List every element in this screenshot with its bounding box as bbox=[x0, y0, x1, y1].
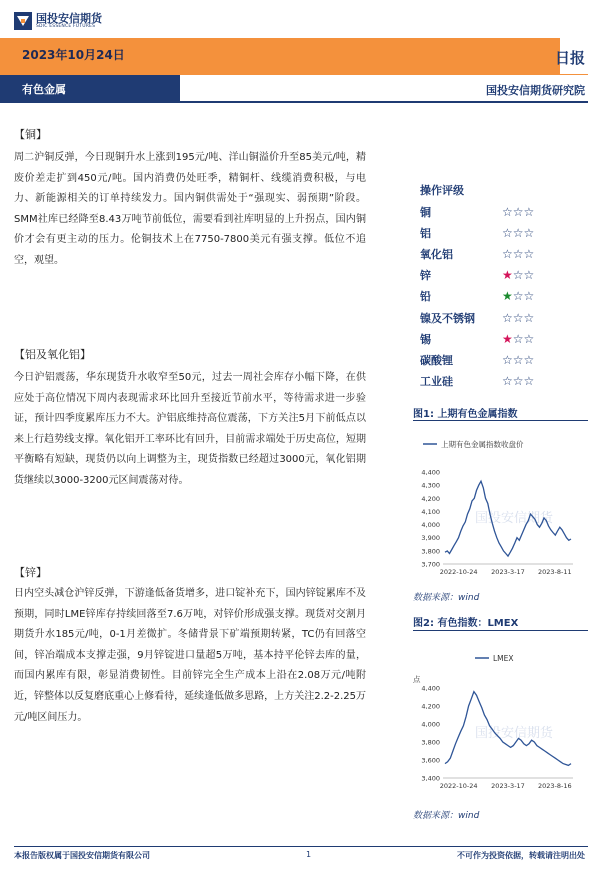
footer-rule bbox=[14, 846, 588, 847]
empty-star-icon: ☆ bbox=[502, 246, 513, 261]
x-tick-label: 2023-3-17 bbox=[491, 782, 525, 790]
footer-disclaimer: 不可作为投资依据，转载请注明出处 bbox=[457, 851, 585, 860]
empty-star-icon: ☆ bbox=[512, 246, 524, 261]
empty-star-icon: ☆ bbox=[512, 331, 524, 346]
rating-metal-name: 锌 bbox=[420, 269, 431, 283]
x-tick-label: 2022-10-24 bbox=[439, 568, 478, 576]
rating-row bbox=[420, 265, 590, 286]
watermark-text: 国投安信期货 bbox=[474, 726, 554, 741]
empty-star-icon: ☆ bbox=[523, 374, 535, 389]
y-tick-label: 3,900 bbox=[421, 534, 440, 543]
report-date: 2023年10月24日 bbox=[22, 48, 125, 62]
rating-row bbox=[420, 201, 590, 222]
empty-star-icon: ☆ bbox=[523, 331, 535, 346]
figure2-rule bbox=[413, 630, 588, 631]
empty-star-icon: ☆ bbox=[523, 204, 535, 219]
company-logo bbox=[14, 9, 102, 33]
rating-metal-name: 铝 bbox=[420, 226, 431, 240]
logo-subtext: SDIC ESSENCE FUTURES bbox=[36, 24, 96, 29]
x-tick-label: 2023-8-11 bbox=[537, 568, 572, 576]
rating-metal-name: 铜 bbox=[420, 205, 431, 219]
figure2-chart bbox=[413, 640, 588, 800]
y-tick-label: 4,400 bbox=[421, 468, 440, 477]
rating-row bbox=[420, 243, 590, 264]
y-tick-label: 4,300 bbox=[421, 481, 440, 490]
empty-star-icon: ☆ bbox=[502, 204, 513, 219]
empty-star-icon: ☆ bbox=[523, 310, 535, 325]
filled-star-icon: ★ bbox=[502, 289, 513, 304]
y-tick-label: 3,800 bbox=[421, 738, 440, 747]
y-tick-label: 4,000 bbox=[421, 521, 440, 530]
section-title-copper: 【铜】 bbox=[14, 128, 47, 141]
rating-metal-name: 工业硅 bbox=[420, 375, 453, 389]
section-title-aluminum: 【铝及氧化铝】 bbox=[14, 348, 91, 361]
empty-star-icon: ☆ bbox=[523, 352, 535, 367]
y-tick-label: 4,000 bbox=[421, 720, 440, 729]
x-tick-label: 2023-3-17 bbox=[491, 568, 525, 576]
rating-stars bbox=[502, 247, 534, 261]
rating-metal-name: 铅 bbox=[420, 290, 431, 304]
rating-stars bbox=[502, 268, 534, 282]
empty-star-icon: ☆ bbox=[512, 204, 524, 219]
rating-stars bbox=[502, 311, 534, 325]
rating-stars bbox=[502, 289, 534, 303]
figure1-title: 图1: 上期有色金属指数 bbox=[413, 409, 518, 420]
legend-label: 上期有色金属指数收盘价 bbox=[441, 440, 524, 449]
empty-star-icon: ☆ bbox=[502, 374, 513, 389]
y-tick-label: 4,200 bbox=[421, 702, 440, 711]
rating-stars bbox=[502, 205, 534, 219]
x-tick-label: 2022-10-24 bbox=[439, 782, 478, 790]
logo-text: 国投安信期货 bbox=[36, 12, 102, 25]
empty-star-icon: ☆ bbox=[502, 310, 513, 325]
empty-star-icon: ☆ bbox=[523, 246, 535, 261]
rating-stars bbox=[502, 332, 534, 346]
x-tick-label: 2023-8-16 bbox=[537, 782, 572, 790]
rating-row bbox=[420, 222, 590, 243]
y-tick-label: 4,200 bbox=[421, 494, 440, 503]
empty-star-icon: ☆ bbox=[512, 374, 524, 389]
figure2-source: 数据来源：wind bbox=[413, 811, 480, 821]
rating-row bbox=[420, 307, 590, 328]
header-bottom-rule bbox=[0, 101, 588, 103]
footer-copyright: 本报告版权属于国投安信期货有限公司 bbox=[14, 851, 150, 860]
report-category: 有色金属 bbox=[22, 83, 66, 96]
rating-row bbox=[420, 286, 590, 307]
empty-star-icon: ☆ bbox=[512, 268, 524, 283]
empty-star-icon: ☆ bbox=[523, 225, 535, 240]
rating-stars bbox=[502, 226, 534, 240]
rating-stars bbox=[502, 374, 534, 388]
logo-icon bbox=[14, 12, 32, 30]
section-body-zinc: 日内空头减仓沪锌反弹，下游逢低备货增多，进口锭补充下，国内锌锭累库不及预期，同时LME锌库存持续回落至7.6万吨，对锌价形成强支撑。现货对交割月期货升水185元/吨，0-1月差微扩。冬储背景下矿端预期转紧，TC仍有回落空间，锌冶端成本支撑走强，9月锌锭进口量超5万吨，基本持平伦锌去库的量，而国内累库有限，彰显消费韧性。目前锌完全生产成本上沿在2.08万元/吨附近，锌整体以反复磨底重心上修看待，延续逢低做多思路，上方关注2.2-2.25万元/吨区间压力。 bbox=[14, 588, 366, 723]
institute-name: 国投安信期货研究院 bbox=[486, 84, 585, 97]
figure1-chart bbox=[413, 428, 588, 586]
y-axis-label: 点 bbox=[413, 675, 421, 684]
watermark-text: 国投安信期货 bbox=[474, 511, 554, 526]
rating-row bbox=[420, 328, 590, 349]
y-tick-label: 3,700 bbox=[421, 560, 440, 569]
section-body-copper: 周二沪铜反弹，今日现铜升水上涨到195元/吨、洋山铜溢价升至85美元/吨，精废价差走扩到450元/吨。国内消费仍处旺季，精铜杆、线缆消费积极，与电力、新能源相关的订单持续发力。国内铜供需处于“强现实、弱预期”阶段。SMM社库已经降至8.43万吨节前低位，需要看到社库明显的上升拐点，国内铜价才会有更主动的压力。伦铜技术上在7750-7800美元有强支撑。低位不追空，观望。 bbox=[14, 152, 366, 266]
rating-metal-name: 镍及不锈钢 bbox=[420, 311, 475, 325]
rating-row bbox=[420, 349, 590, 370]
section-body-aluminum: 今日沪铝震荡，华东现货升水收窄至50元，过去一周社会库存小幅下降，在供应处于高位情况下周内表现需求环比回升至接近节前水平，等待需求进一步验证，预计四季度累库压力不大。沪铝底维持高位震荡，下方关注5月下前低点以来上行趋势线支撑。氧化铝开工率环比有回升，目前需求端处于历史高位，短期平衡略有短缺，现货仍以向上调整为主，现货指数已经超过3000元，氧化铝期货继续以3000-3200元区间震荡对待。 bbox=[14, 372, 366, 486]
figure1-source: 数据来源：wind bbox=[413, 593, 480, 603]
y-tick-label: 4,100 bbox=[421, 507, 440, 516]
page-number: 1 bbox=[306, 850, 312, 859]
empty-star-icon: ☆ bbox=[502, 225, 513, 240]
report-type: 日报 bbox=[554, 49, 585, 67]
rating-metal-name: 碳酸锂 bbox=[420, 353, 453, 367]
empty-star-icon: ☆ bbox=[512, 289, 524, 304]
y-tick-label: 3,800 bbox=[421, 547, 440, 556]
figure1-rule bbox=[413, 420, 588, 421]
rating-metal-name: 氧化铝 bbox=[420, 247, 453, 261]
rating-title: 操作评级 bbox=[420, 184, 464, 197]
rating-metal-name: 锡 bbox=[420, 332, 431, 346]
empty-star-icon: ☆ bbox=[502, 352, 513, 367]
empty-star-icon: ☆ bbox=[512, 225, 524, 240]
y-tick-label: 3,600 bbox=[421, 756, 440, 765]
filled-star-icon: ★ bbox=[502, 331, 513, 346]
filled-star-icon: ★ bbox=[502, 268, 513, 283]
y-tick-label: 4,400 bbox=[421, 684, 440, 693]
section-title-zinc: 【锌】 bbox=[14, 566, 47, 579]
figure2-title: 图2: 有色指数：LMEX bbox=[413, 618, 519, 629]
y-tick-label: 3,400 bbox=[421, 774, 440, 783]
rating-row bbox=[420, 371, 590, 392]
empty-star-icon: ☆ bbox=[523, 289, 535, 304]
empty-star-icon: ☆ bbox=[512, 352, 524, 367]
rating-stars bbox=[502, 353, 534, 367]
empty-star-icon: ☆ bbox=[512, 310, 524, 325]
legend-label: LMEX bbox=[493, 654, 514, 663]
empty-star-icon: ☆ bbox=[523, 268, 535, 283]
